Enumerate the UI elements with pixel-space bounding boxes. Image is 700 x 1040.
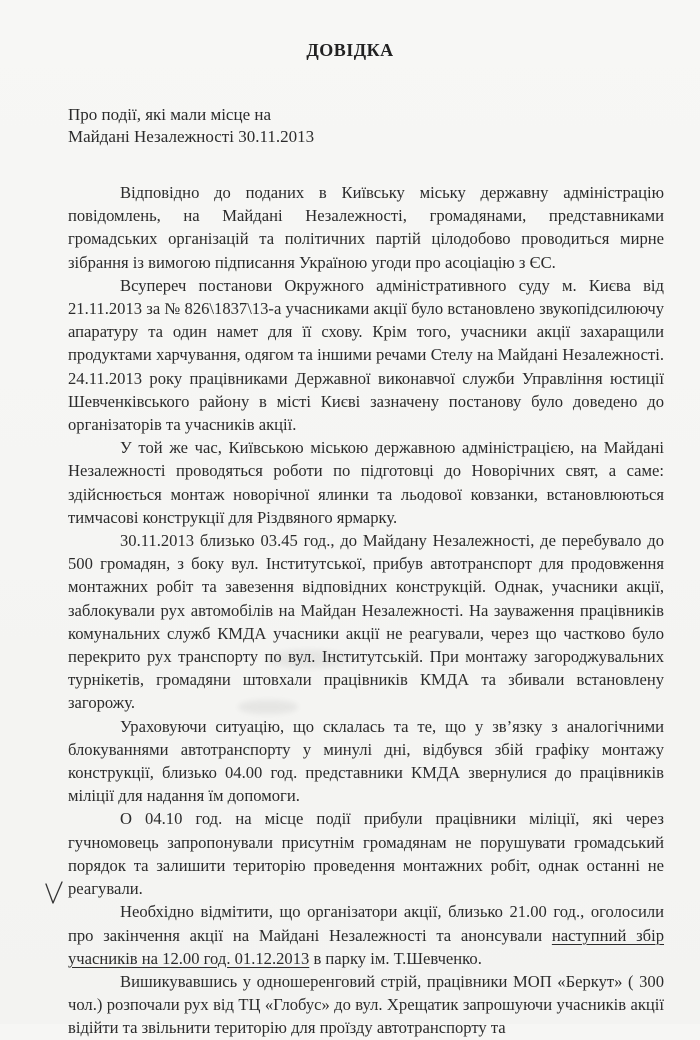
document-title: ДОВІДКА xyxy=(306,40,394,60)
document-subject xyxy=(68,104,314,148)
paragraph: У той же час, Київською міською державною адміністрацією, на Майдані Незалежності проводяться роботи по підготовці до Новорічних свят, а саме: здійснюється монтаж новорічної ялинки та льодової ковзанки, встановлюються тимчасові конструкції для Різдвяного ярмарку. xyxy=(68,438,664,527)
document-body xyxy=(68,181,664,1040)
paragraph: 30.11.2013 близько 03.45 год., до Майдану Незалежності, де перебувало до 500 громадян, з боку вул. Інститутської, прибув автотранспорт для продовження монтажних робіт та завезення відповідних конструкцій. Однак, учасники акції, заблокували рух автомобілів на Майдан Незалежності. На зауваження працівників комунальних служб КМДА учасники акції не реагували, через що частково було перекрито рух транспорту по вул. Інститутській. При монтажу загороджувальних турнікетів, громадяни штовхали працівників КМДА та збивали встановлену загорожу. xyxy=(68,531,664,713)
paragraph: Вишикувавшись у одношеренговий стрій, працівники МОП «Беркут» ( 300 чол.) розпочали рух від ТЦ «Глобус» до вул. Хрещатик запрошуючи учасників акції відійти та звільнити територію для проїзду автотранспорту та xyxy=(68,971,664,1038)
announcement-text-end: в парку ім. Т.Шевченко. xyxy=(309,948,482,968)
announcement-text: Необхідно відмітити, що організатори акції, близько 21.00 год., оголосили про закінчення акції на Майдані Незалежності та анонсували xyxy=(68,902,664,945)
checkmark-icon xyxy=(44,880,64,906)
underlined-text: наступний збір учасників на 12.00 год. 01.12.2013 xyxy=(68,925,665,968)
subject-line: Про події, які мали місце на xyxy=(68,105,272,124)
paragraph-announcement xyxy=(68,900,664,970)
paragraph: Всупереч постанови Окружного адміністративного суду м. Києва від 21.11.2013 за № 826\1837\13-а учасниками акції було встановлено звукопідсилюючу апаратуру та один намет для її схову. Крім того, учасники акції захаращили продуктами харчування, одягом та іншими речами Стелу на Майдані Незалежності. 24.11.2013 року працівниками Державної виконавчої служби Управління юстиції Шевченківського району в місті Києві зазначену постанову було доведено до організаторів та учасників акції. xyxy=(68,275,664,435)
paragraph: Ураховуючи ситуацію, що склалась та те, що у зв’язку з аналогічними блокуваннями автотранспорту у минулі дні, відбувся збій графіку монтажу конструкції, близько 04.00 год. представники КМДА звернулися до працівників міліції для надання їм допомоги. xyxy=(68,716,664,806)
paragraph: О 04.10 год. на місце події прибули працівники міліції, які через гучномовець запропонували присутнім громадянам не порушувати громадський порядок та залишити територію проведення монтажних робіт, однак останні не реагували. xyxy=(68,809,664,899)
paragraph: Відповідно до поданих в Київську міську державну адміністрацію повідомлень, на Майдані Незалежності, громадянами, представниками громадських організацій та політичних партій цілодобово проводиться мирне зібрання із вимогою підписання Україною угоди про асоціацію з ЄС. xyxy=(68,183,664,272)
subject-line: Майдані Незалежності 30.11.2013 xyxy=(68,127,315,146)
